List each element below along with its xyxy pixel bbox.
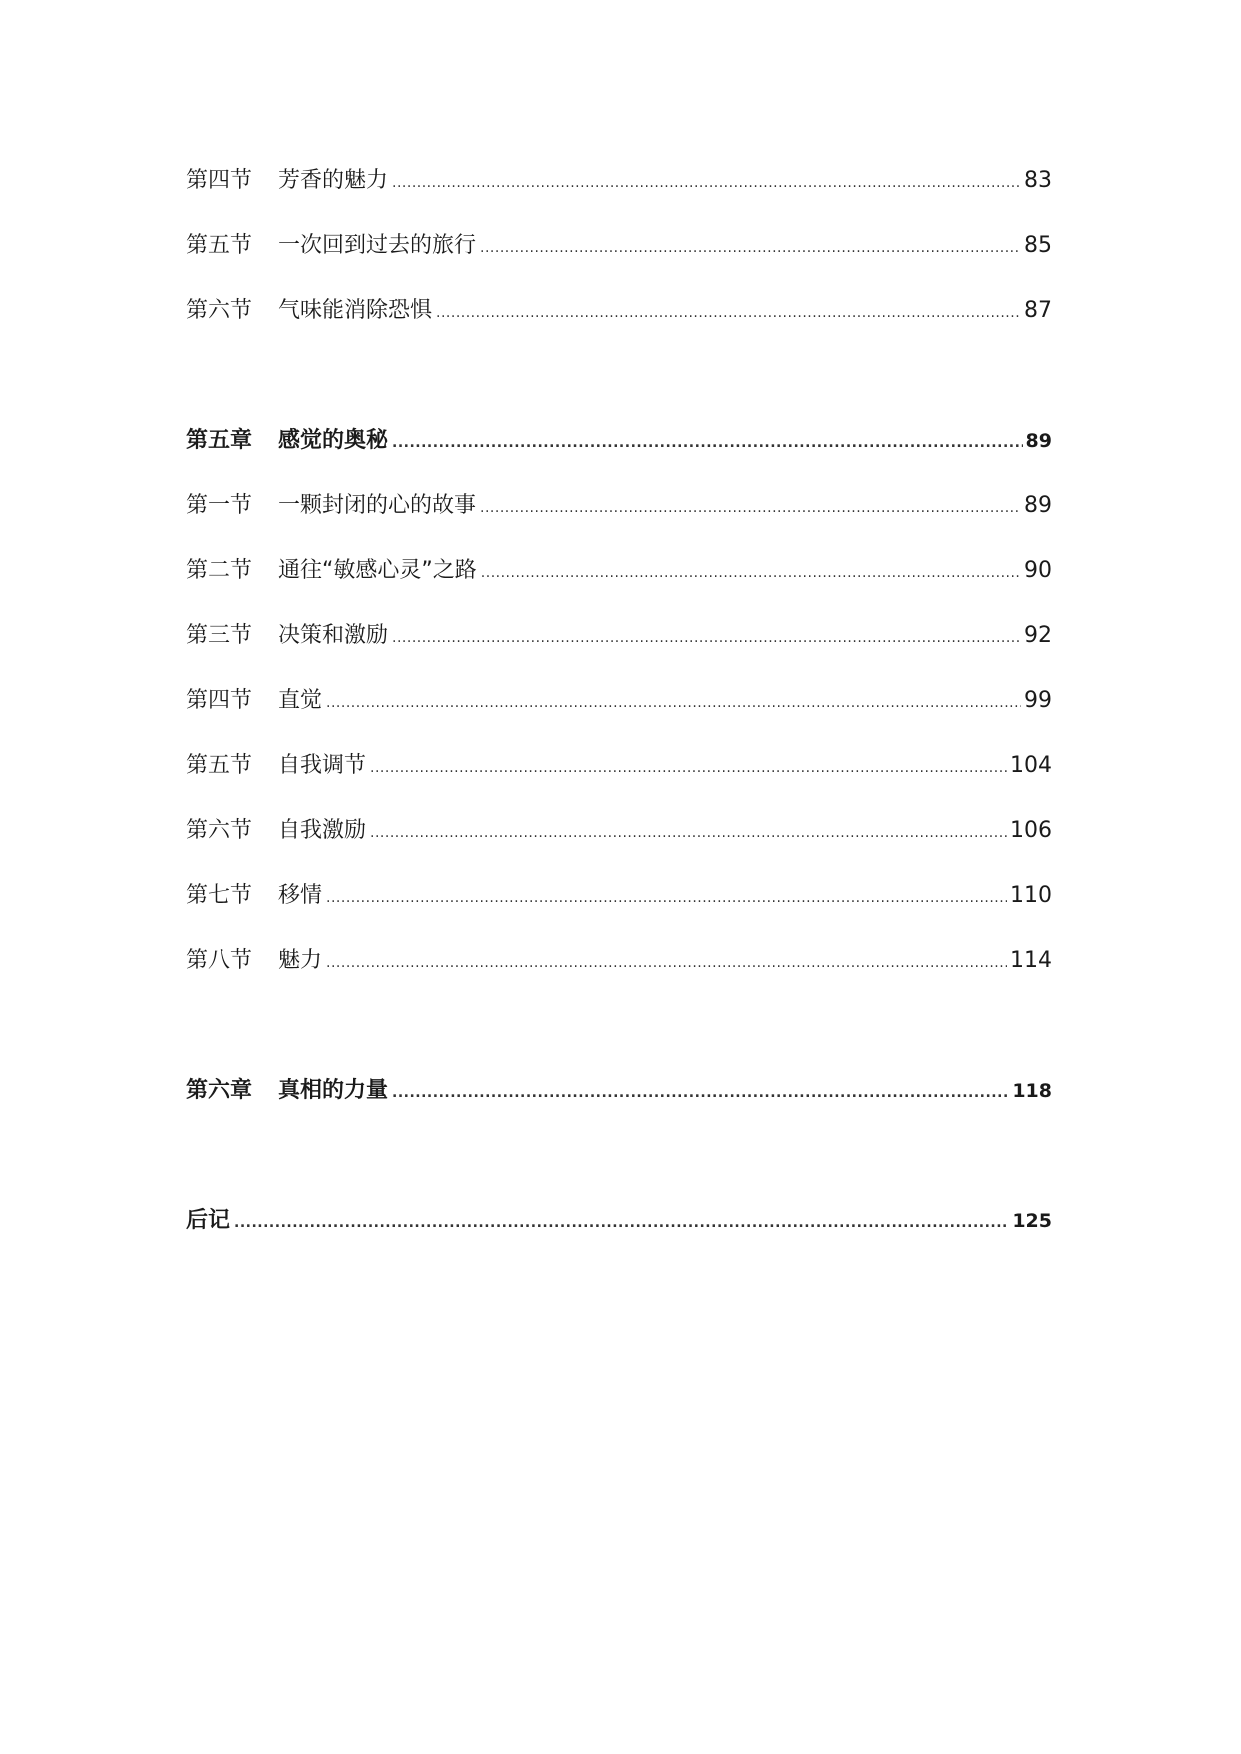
- toc-entry[interactable]: [186, 490, 1052, 524]
- entry-title: 一次回到过去的旅行: [278, 233, 477, 258]
- dot-leader: [480, 490, 1021, 524]
- entry-title: 气味能消除恐惧: [278, 298, 433, 323]
- section-number: 第三节: [186, 623, 253, 648]
- dot-leader: [370, 750, 1007, 784]
- entry-title: 移情: [278, 883, 323, 908]
- toc-entry[interactable]: [186, 230, 1052, 264]
- toc-chapter-entry[interactable]: [186, 1075, 1052, 1109]
- dot-leader: [234, 1205, 1009, 1239]
- section-number: 第四节: [186, 688, 253, 713]
- toc-entry[interactable]: [186, 815, 1052, 849]
- page-number: 114: [1010, 948, 1052, 973]
- section-number: 第六节: [186, 818, 253, 843]
- toc-entry[interactable]: [186, 685, 1052, 719]
- section-number: 第八节: [186, 948, 253, 973]
- section-number: 第四节: [186, 168, 253, 193]
- dot-leader: [326, 685, 1021, 719]
- page-number: 89: [1024, 493, 1052, 518]
- entry-title: 自我激励: [278, 818, 367, 843]
- dot-leader: [436, 295, 1021, 329]
- page-number: 110: [1010, 883, 1052, 908]
- page-number: 85: [1024, 233, 1052, 258]
- toc-entry[interactable]: [186, 880, 1052, 914]
- section-number: 第七节: [186, 883, 253, 908]
- toc-chapter-entry[interactable]: [186, 425, 1052, 459]
- entry-title: 感觉的奥秘: [278, 428, 389, 453]
- entry-title: 直觉: [278, 688, 323, 713]
- dot-leader: [326, 880, 1007, 914]
- page-number: 87: [1024, 298, 1052, 323]
- section-number: 第五节: [186, 753, 253, 778]
- dot-leader: [392, 620, 1021, 654]
- toc-entry[interactable]: [186, 165, 1052, 199]
- page-number: 104: [1010, 753, 1052, 778]
- toc-entry[interactable]: [186, 295, 1052, 329]
- dot-leader: [481, 555, 1021, 589]
- entry-title: 通往“敏感心灵”之路: [278, 558, 477, 583]
- dot-leader: [392, 165, 1021, 199]
- entry-title: 自我调节: [278, 753, 367, 778]
- chapter-number: 第五章: [186, 428, 253, 453]
- entry-title: 芳香的魅力: [278, 168, 389, 193]
- toc-entry[interactable]: [186, 750, 1052, 784]
- chapter-number: 第六章: [186, 1078, 253, 1103]
- entry-title: 后记: [186, 1208, 231, 1233]
- page-number: 125: [1012, 1210, 1052, 1232]
- entry-title: 真相的力量: [278, 1078, 389, 1103]
- section-number: 第二节: [186, 558, 253, 583]
- page-number: 106: [1010, 818, 1052, 843]
- page-number: 92: [1024, 623, 1052, 648]
- page-number: 90: [1024, 558, 1052, 583]
- dot-leader: [326, 945, 1007, 979]
- toc-entry[interactable]: [186, 945, 1052, 979]
- section-number: 第六节: [186, 298, 253, 323]
- entry-title: 决策和激励: [278, 623, 389, 648]
- page-number: 89: [1025, 430, 1052, 452]
- toc-entry[interactable]: [186, 620, 1052, 654]
- page-number: 99: [1024, 688, 1052, 713]
- dot-leader: [392, 1075, 1009, 1109]
- dot-leader: [480, 230, 1021, 264]
- toc-entry[interactable]: [186, 555, 1052, 589]
- page-number: 83: [1024, 168, 1052, 193]
- dot-leader: [392, 425, 1023, 459]
- entry-title: 一颗封闭的心的故事: [278, 493, 477, 518]
- entry-title: 魅力: [278, 948, 323, 973]
- dot-leader: [370, 815, 1007, 849]
- page-number: 118: [1012, 1080, 1052, 1102]
- section-number: 第一节: [186, 493, 253, 518]
- toc-afterword-entry[interactable]: [186, 1205, 1052, 1239]
- section-number: 第五节: [186, 233, 253, 258]
